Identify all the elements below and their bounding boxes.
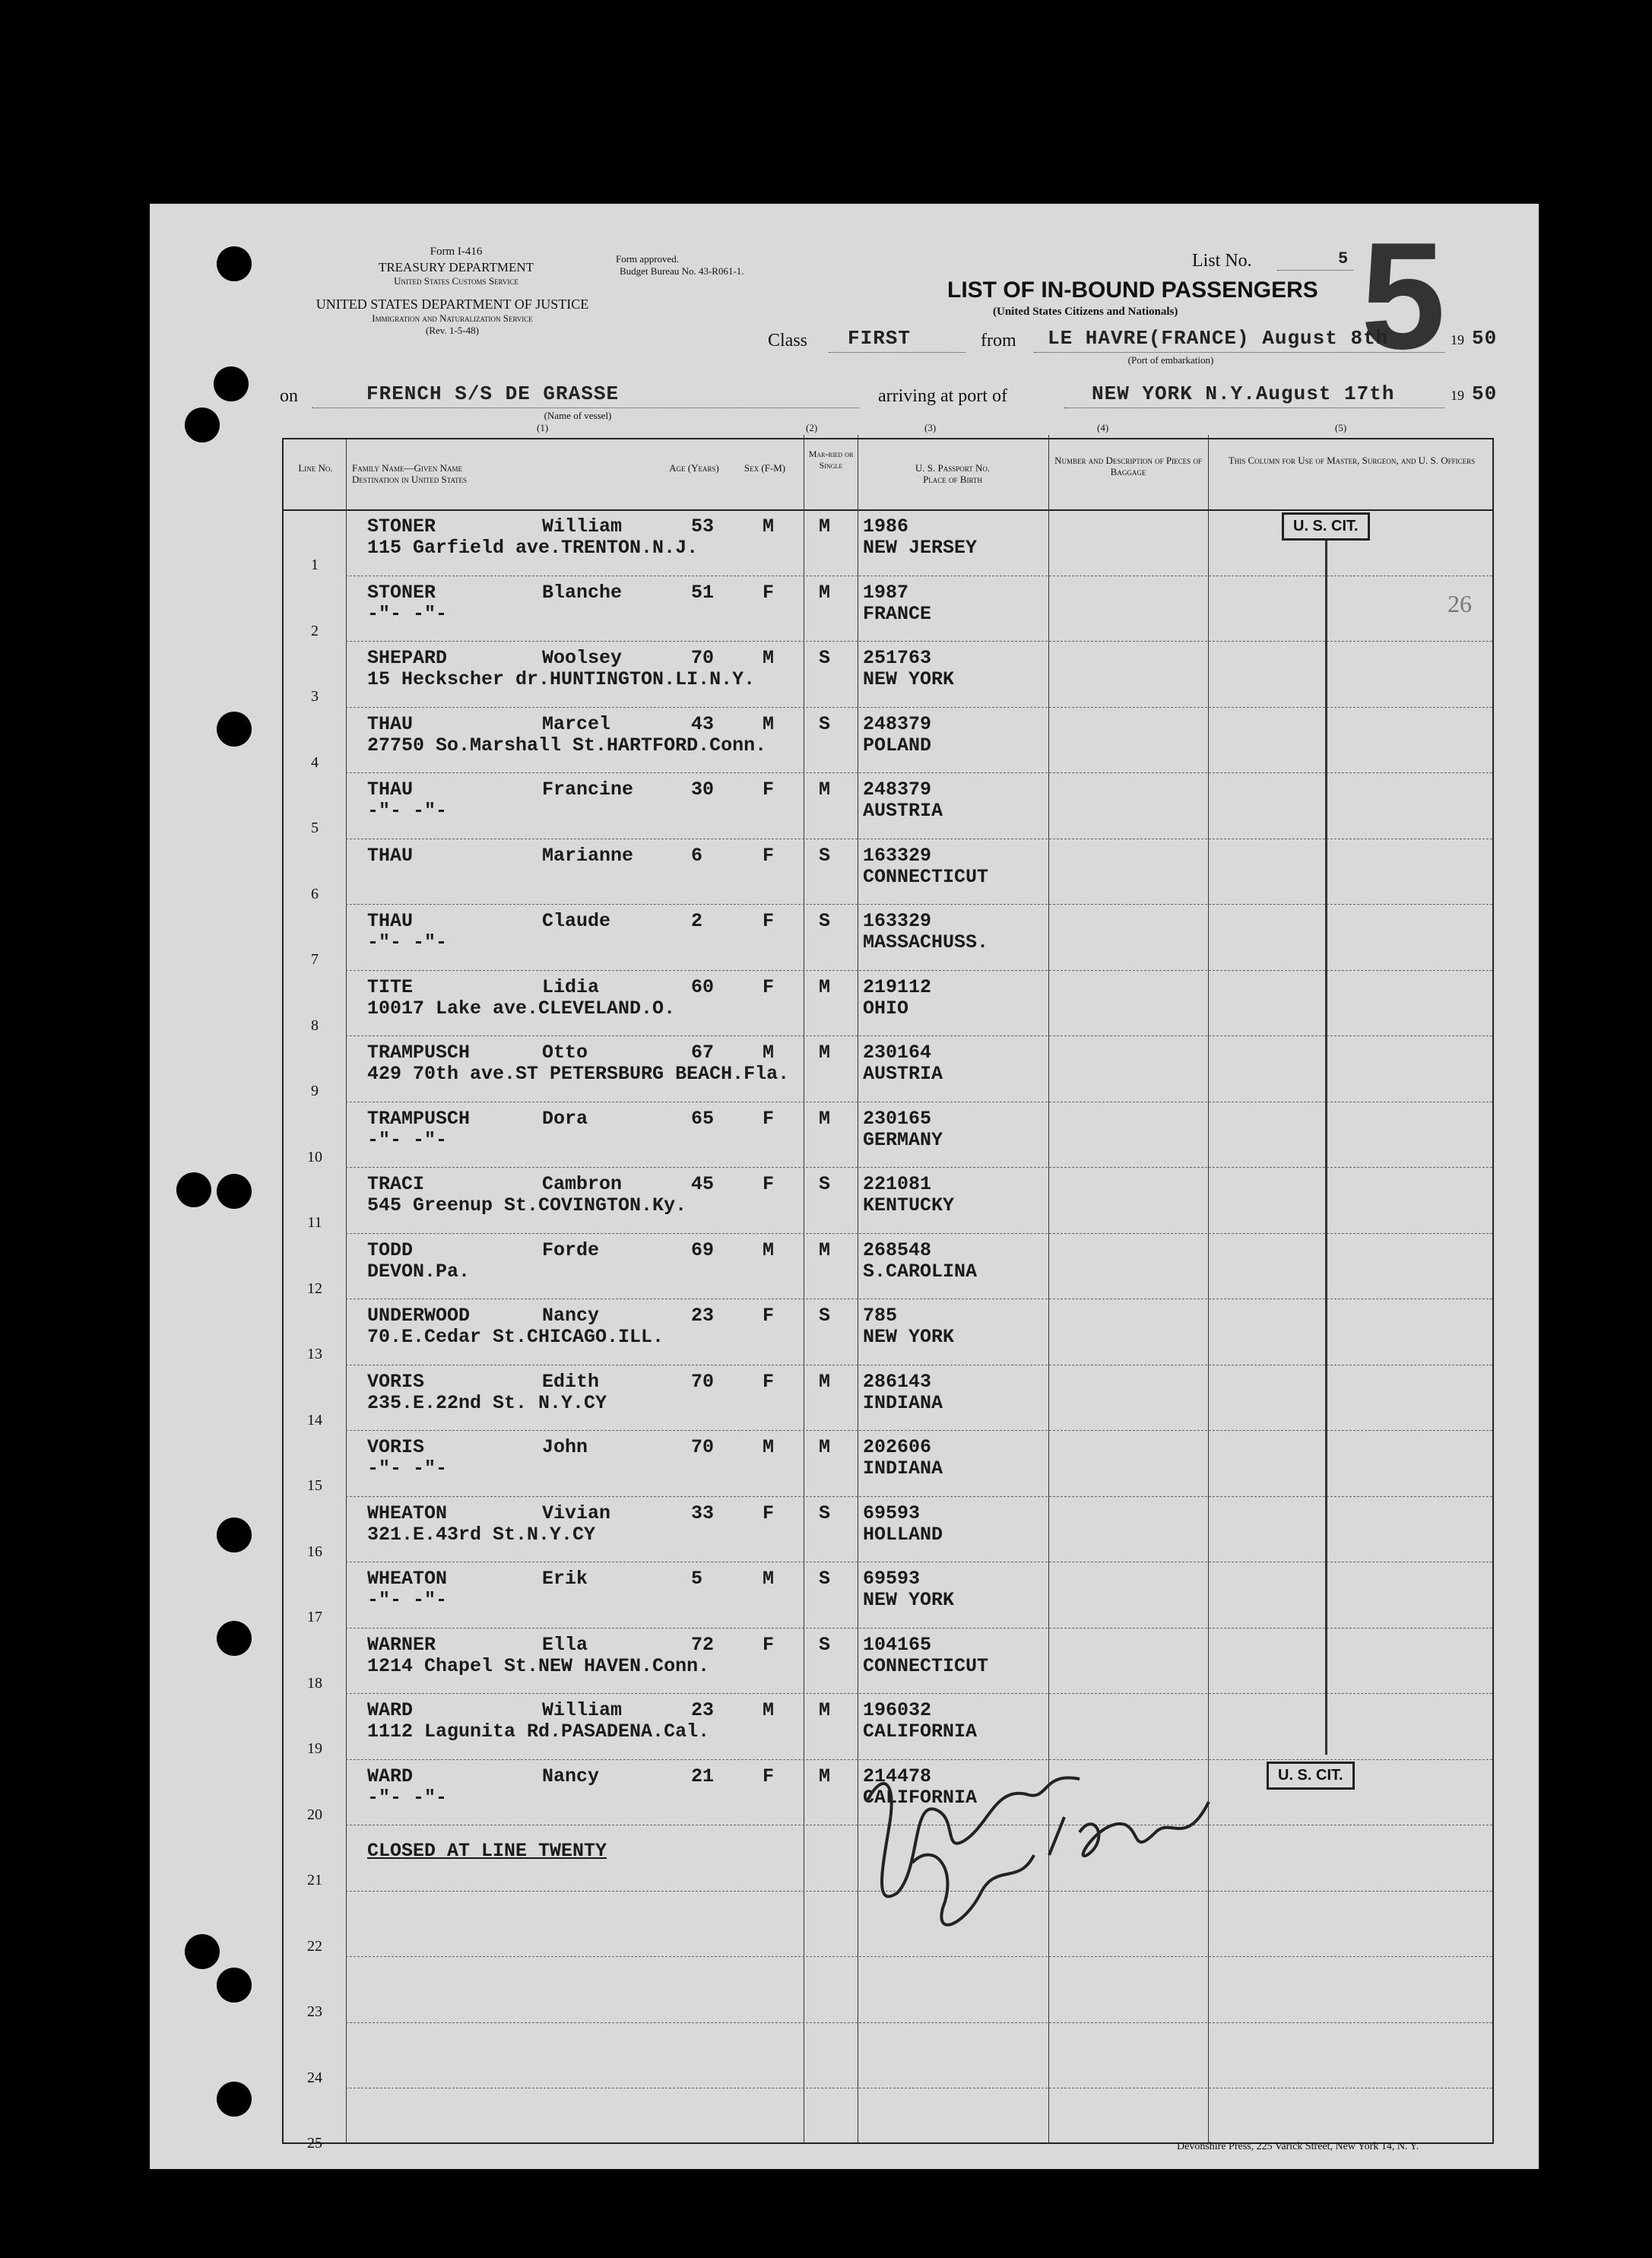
given-name: Marianne — [542, 844, 634, 867]
destination: -"- -"- — [367, 1589, 448, 1611]
age: 30 — [691, 779, 715, 801]
punch-hole — [217, 1174, 252, 1209]
given-name: Francine — [542, 779, 634, 801]
place-of-birth: INDIANA — [863, 1457, 943, 1479]
line-number: 15 — [307, 1477, 322, 1494]
given-name: Edith — [542, 1370, 600, 1393]
punch-hole — [185, 408, 220, 442]
marital-status: S — [819, 1305, 831, 1327]
column-number: (1) — [537, 422, 549, 433]
place-of-birth: CONNECTICUT — [863, 1654, 989, 1677]
col-married-single: Mar-ried or Single — [808, 449, 854, 471]
destination: -"- -"- — [367, 1786, 448, 1809]
line-number: 12 — [307, 1280, 322, 1297]
family-name: WHEATON — [367, 1502, 448, 1524]
line-number: 18 — [307, 1674, 322, 1692]
given-name: Ella — [542, 1633, 588, 1656]
line-number: 19 — [307, 1740, 322, 1757]
marital-status: M — [819, 515, 831, 538]
given-name: Vivian — [542, 1502, 611, 1524]
us-citizen-stamp: U. S. CIT. — [1267, 1762, 1355, 1790]
destination: 10017 Lake ave.CLEVELAND.O. — [367, 997, 676, 1020]
given-name: Claude — [542, 910, 611, 932]
punch-hole — [217, 1968, 252, 2003]
sex: F — [763, 1633, 775, 1656]
passport-number: 230165 — [863, 1107, 932, 1130]
sex: F — [763, 844, 775, 867]
from-year: 50 — [1472, 327, 1498, 350]
destination: -"- -"- — [367, 800, 448, 822]
line-number: 22 — [307, 1937, 322, 1955]
row-divider — [346, 1956, 1492, 1957]
passport-number: 1987 — [863, 581, 909, 604]
given-name: Forde — [542, 1238, 600, 1261]
line-number: 4 — [311, 753, 319, 771]
punch-hole — [217, 2082, 252, 2117]
family-name: WARD — [367, 1765, 414, 1787]
sex: F — [763, 1173, 775, 1195]
sex: F — [763, 975, 775, 998]
row-divider — [346, 1496, 1492, 1497]
vessel-caption: (Name of vessel) — [544, 410, 612, 421]
row-divider — [346, 1035, 1492, 1036]
col-passport-birth: U. S. Passport No. Place of Birth — [915, 462, 991, 485]
line-number: 1 — [311, 557, 319, 573]
line-number: 16 — [307, 1543, 322, 1560]
passport-number: 69593 — [863, 1568, 921, 1590]
from-label: from — [981, 331, 1016, 350]
destination: 15 Heckscher dr.HUNTINGTON.LI.N.Y. — [367, 668, 756, 690]
family-name: VORIS — [367, 1436, 425, 1458]
punch-hole — [217, 246, 252, 281]
marital-status: M — [819, 581, 831, 604]
family-name: THAU — [367, 910, 414, 932]
handwritten-signature — [851, 1756, 1232, 1954]
department-of-justice: UNITED STATES DEPARTMENT OF JUSTICE — [315, 297, 589, 312]
line-number: 24 — [307, 2069, 322, 2086]
marital-status: M — [819, 1238, 831, 1261]
age: 43 — [691, 712, 715, 735]
destination: -"- -"- — [367, 1457, 448, 1479]
closing-note: CLOSED AT LINE TWENTY — [367, 1840, 607, 1862]
passport-number: 230164 — [863, 1042, 932, 1064]
age: 5 — [691, 1568, 703, 1590]
given-name: Marcel — [542, 712, 611, 735]
passport-number: 69593 — [863, 1502, 921, 1524]
family-name: THAU — [367, 779, 414, 801]
class-value: FIRST — [848, 327, 912, 350]
destination: 1214 Chapel St.NEW HAVEN.Conn. — [367, 1654, 710, 1677]
destination: -"- -"- — [367, 1128, 448, 1151]
family-name: TRACI — [367, 1173, 425, 1195]
passport-number: 219112 — [863, 975, 932, 998]
family-name: WHEATON — [367, 1568, 448, 1590]
line-number: 11 — [307, 1214, 322, 1231]
list-number-stamp: 5 — [1361, 211, 1446, 381]
form-number: Form I-416 — [430, 246, 483, 258]
family-name: VORIS — [367, 1370, 425, 1393]
sex: M — [763, 1699, 775, 1721]
age: 21 — [691, 1765, 715, 1787]
marital-status: S — [819, 712, 831, 735]
col-line-no: Line No. — [298, 462, 333, 474]
destination: 321.E.43rd St.N.Y.CY — [367, 1523, 596, 1546]
line-number: 13 — [307, 1346, 322, 1362]
sex: M — [763, 1568, 775, 1590]
destination: 70.E.Cedar St.CHICAGO.ILL. — [367, 1326, 664, 1348]
sex: M — [763, 647, 775, 669]
place-of-birth: CONNECTICUT — [863, 865, 989, 888]
sex: F — [763, 581, 775, 604]
passport-number: 268548 — [863, 1238, 932, 1261]
line-number: 17 — [307, 1609, 322, 1625]
line-number: 23 — [307, 2003, 322, 2020]
family-name: UNDERWOOD — [367, 1305, 471, 1327]
given-name: Erik — [542, 1568, 588, 1590]
given-name: John — [542, 1436, 588, 1458]
passport-number: 104165 — [863, 1633, 932, 1656]
class-label: Class — [768, 331, 808, 350]
place-of-birth: HOLLAND — [863, 1523, 943, 1546]
family-name: STONER — [367, 581, 436, 604]
page-subtitle: (United States Citizens and Nationals) — [993, 306, 1178, 318]
col-baggage: Number and Description of Pieces of Baggage — [1054, 455, 1202, 477]
age: 69 — [691, 1238, 715, 1261]
passport-number: 248379 — [863, 712, 932, 735]
line-number: 20 — [307, 1806, 322, 1823]
col-name-destination: Family Name—Given Name Destination in United States — [352, 462, 468, 485]
age: 33 — [691, 1502, 715, 1524]
destination: 429 70th ave.ST PETERSBURG BEACH.Fla. — [367, 1063, 790, 1085]
sex: F — [763, 779, 775, 801]
col-officers: This Column for Use of Master, Surgeon, and U. S. Officers — [1228, 455, 1476, 466]
column-number: (2) — [806, 422, 818, 433]
row-divider — [346, 707, 1492, 708]
column-number: (5) — [1335, 422, 1347, 433]
given-name: Cambron — [542, 1173, 623, 1195]
family-name: TRAMPUSCH — [367, 1107, 471, 1130]
age: 51 — [691, 581, 715, 604]
place-of-birth: MASSACHUSS. — [863, 931, 989, 953]
passport-number: 251763 — [863, 647, 932, 669]
passport-number: 221081 — [863, 1173, 932, 1195]
age: 60 — [691, 975, 715, 998]
arrival-year-prefix: 19 — [1451, 388, 1464, 403]
treasury-department: TREASURY DEPARTMENT — [378, 260, 534, 274]
punch-hole — [217, 1621, 252, 1656]
sex: F — [763, 1305, 775, 1327]
row-divider — [346, 1693, 1492, 1694]
place-of-birth: CALIFORNIA — [863, 1786, 978, 1809]
line-number: 9 — [311, 1083, 319, 1099]
age: 2 — [691, 910, 703, 932]
passport-number: 196032 — [863, 1699, 932, 1721]
place-of-birth: AUSTRIA — [863, 800, 943, 822]
place-of-birth: GERMANY — [863, 1128, 943, 1151]
age: 23 — [691, 1305, 715, 1327]
list-no-label: List No. — [1192, 251, 1252, 271]
revision-date: (Rev. 1-5-48) — [426, 325, 479, 336]
marital-status: M — [819, 779, 831, 801]
given-name: William — [542, 1699, 623, 1721]
destination: 1112 Lagunita Rd.PASADENA.Cal. — [367, 1720, 710, 1743]
sex: F — [763, 1370, 775, 1393]
passport-number: 785 — [863, 1305, 898, 1327]
family-name: STONER — [367, 515, 436, 538]
embarkation-port: LE HAVRE(FRANCE) August 8th — [1048, 327, 1389, 350]
customs-service: United States Customs Service — [394, 275, 518, 287]
passport-number: 286143 — [863, 1370, 932, 1393]
sex: M — [763, 1436, 775, 1458]
marital-status: S — [819, 647, 831, 669]
arriving-label: arriving at port of — [878, 386, 1007, 406]
punch-hole — [217, 1517, 252, 1552]
row-divider — [346, 1233, 1492, 1234]
row-divider — [346, 2022, 1492, 2023]
age: 53 — [691, 515, 715, 538]
given-name: Lidia — [542, 975, 600, 998]
marital-status: S — [819, 1633, 831, 1656]
destination: 27750 So.Marshall St.HARTFORD.Conn. — [367, 734, 767, 756]
punch-hole — [185, 1934, 220, 1969]
place-of-birth: CALIFORNIA — [863, 1720, 978, 1743]
family-name: WARNER — [367, 1633, 436, 1656]
family-name: THAU — [367, 844, 414, 867]
sex: M — [763, 1238, 775, 1261]
ins-service: Immigration and Naturalization Service — [372, 312, 533, 324]
place-of-birth: NEW JERSEY — [863, 537, 978, 559]
row-divider — [346, 904, 1492, 905]
col-sex: Sex (F-M) — [744, 462, 786, 474]
destination: 115 Garfield ave.TRENTON.N.J. — [367, 537, 699, 559]
line-number: 3 — [311, 688, 319, 705]
passport-number: 202606 — [863, 1436, 932, 1458]
line-number: 6 — [311, 885, 319, 902]
sex: F — [763, 910, 775, 932]
given-name: Otto — [542, 1042, 588, 1064]
place-of-birth: S.CAROLINA — [863, 1260, 978, 1283]
marital-status: S — [819, 1173, 831, 1195]
column-number: (4) — [1097, 422, 1109, 433]
destination: -"- -"- — [367, 931, 448, 953]
budget-bureau: Budget Bureau No. 43-R061-1. — [620, 265, 744, 277]
destination: -"- -"- — [367, 602, 448, 625]
age: 70 — [691, 1436, 715, 1458]
row-divider — [346, 772, 1492, 773]
marital-status: M — [819, 1370, 831, 1393]
row-divider — [346, 970, 1492, 971]
place-of-birth: KENTUCKY — [863, 1194, 955, 1216]
family-name: TITE — [367, 975, 414, 998]
destination: 235.E.22nd St. N.Y.CY — [367, 1391, 607, 1414]
place-of-birth: OHIO — [863, 997, 909, 1020]
place-of-birth: INDIANA — [863, 1391, 943, 1414]
passport-number: 248379 — [863, 779, 932, 801]
printer-footer: Devonshire Press, 225 Varick Street, New York 14, N. Y. — [1177, 2141, 1419, 2152]
age: 6 — [691, 844, 703, 867]
port-embarkation-caption: (Port of embarkation) — [1127, 354, 1214, 366]
sex: F — [763, 1765, 775, 1787]
sex: M — [763, 1042, 775, 1064]
marital-status: M — [819, 1107, 831, 1130]
sex: F — [763, 1107, 775, 1130]
family-name: SHEPARD — [367, 647, 448, 669]
place-of-birth: FRANCE — [863, 602, 932, 625]
line-number: 14 — [307, 1411, 322, 1429]
column-number: (3) — [924, 422, 937, 433]
punch-hole — [176, 1172, 211, 1207]
age: 45 — [691, 1173, 715, 1195]
marital-status: M — [819, 1699, 831, 1721]
place-of-birth: NEW YORK — [863, 1326, 955, 1348]
passport-number: 163329 — [863, 910, 932, 932]
place-of-birth: AUSTRIA — [863, 1063, 943, 1085]
age: 72 — [691, 1633, 715, 1656]
marital-status: M — [819, 1765, 831, 1787]
sex: M — [763, 712, 775, 735]
sex: M — [763, 515, 775, 538]
destination: DEVON.Pa. — [367, 1260, 471, 1283]
destination: 545 Greenup St.COVINGTON.Ky. — [367, 1194, 687, 1216]
marital-status: S — [819, 1502, 831, 1524]
row-divider — [346, 641, 1492, 642]
family-name: TRAMPUSCH — [367, 1042, 471, 1064]
marital-status: S — [819, 1568, 831, 1590]
sex: F — [763, 1502, 775, 1524]
age: 65 — [691, 1107, 715, 1130]
line-number: 2 — [311, 622, 319, 639]
vessel-name: FRENCH S/S DE GRASSE — [366, 382, 620, 405]
margin-note: 26 — [1447, 590, 1472, 617]
place-of-birth: POLAND — [863, 734, 932, 756]
age: 23 — [691, 1699, 715, 1721]
marital-status: M — [819, 1042, 831, 1064]
line-number: 7 — [311, 951, 319, 968]
marital-status: S — [819, 910, 831, 932]
marital-status: M — [819, 1436, 831, 1458]
passport-number: 1986 — [863, 515, 909, 538]
line-number: 5 — [311, 820, 319, 836]
from-year-prefix: 19 — [1451, 332, 1464, 347]
punch-hole — [214, 366, 249, 401]
passport-number: 163329 — [863, 844, 932, 867]
line-number: 8 — [311, 1016, 319, 1034]
row-divider — [346, 1167, 1492, 1168]
given-name: Woolsey — [542, 647, 623, 669]
age: 70 — [691, 1370, 715, 1393]
place-of-birth: NEW YORK — [863, 1589, 955, 1611]
family-name: TODD — [367, 1238, 414, 1261]
age: 70 — [691, 647, 715, 669]
given-name: Nancy — [542, 1765, 600, 1787]
page-title: LIST OF IN-BOUND PASSENGERS — [947, 277, 1318, 303]
passport-number: 214478 — [863, 1765, 932, 1787]
us-citizen-stamp: U. S. CIT. — [1282, 512, 1370, 541]
arrival-year: 50 — [1472, 382, 1498, 405]
marital-status: M — [819, 975, 831, 998]
marital-status: S — [819, 844, 831, 867]
col-age: Age (Years) — [669, 462, 719, 474]
row-divider — [346, 1430, 1492, 1431]
line-number: 25 — [307, 2135, 322, 2152]
family-name: THAU — [367, 712, 414, 735]
age: 67 — [691, 1042, 715, 1064]
given-name: Blanche — [542, 581, 623, 604]
punch-hole — [217, 712, 252, 747]
given-name: Dora — [542, 1107, 588, 1130]
on-label: on — [280, 386, 298, 406]
family-name: WARD — [367, 1699, 414, 1721]
form-approved: Form approved. — [616, 253, 680, 265]
line-number: 21 — [307, 1872, 322, 1889]
given-name: William — [542, 515, 623, 538]
place-of-birth: NEW YORK — [863, 668, 955, 690]
given-name: Nancy — [542, 1305, 600, 1327]
list-no-value: 5 — [1338, 249, 1349, 268]
line-number: 10 — [307, 1148, 322, 1165]
arrival-port: NEW YORK N.Y.August 17th — [1092, 382, 1395, 405]
